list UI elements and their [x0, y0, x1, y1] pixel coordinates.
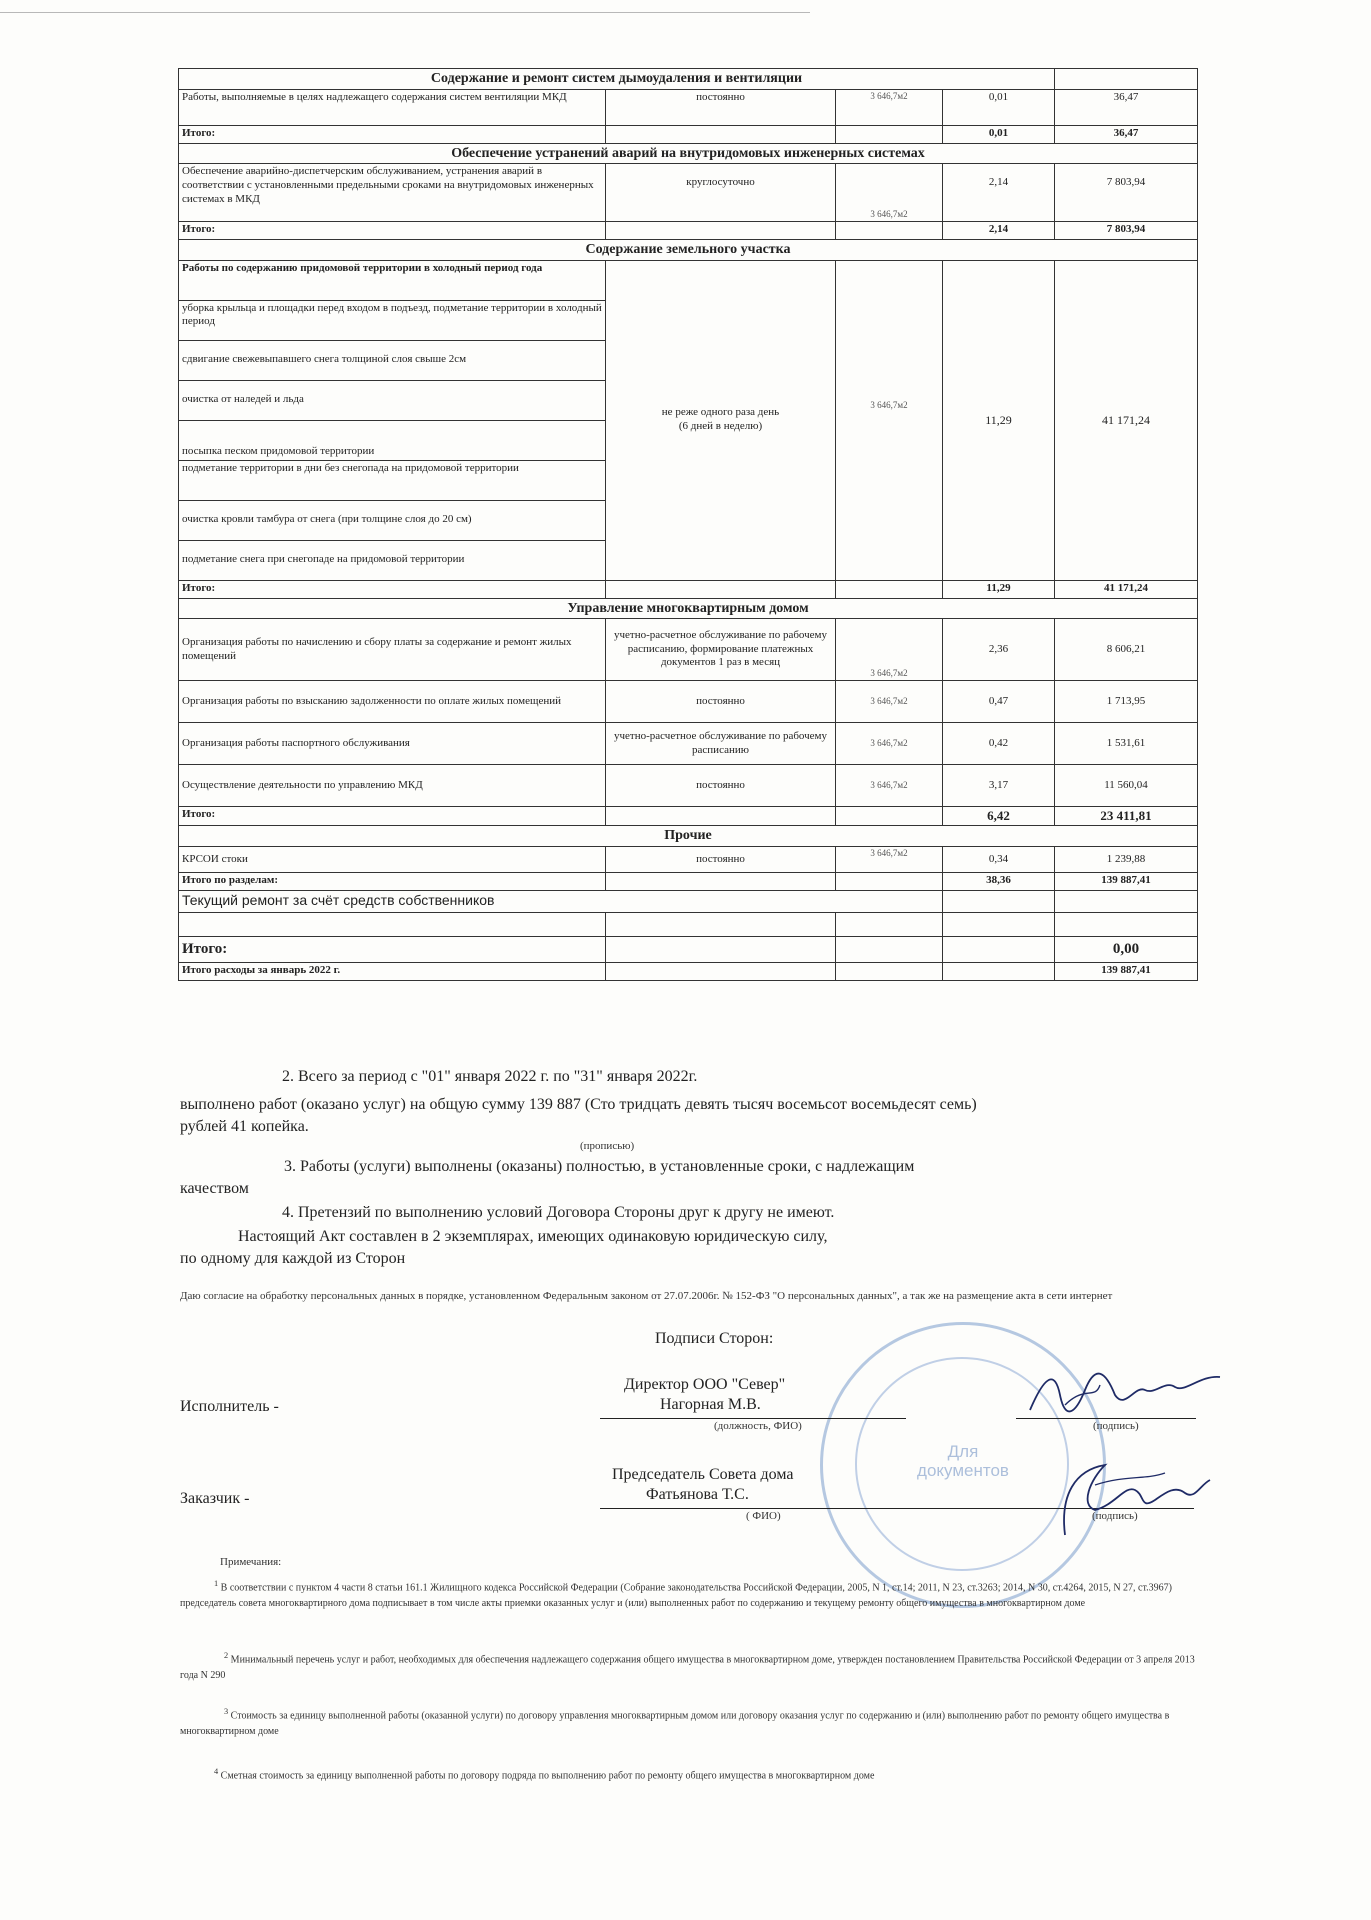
customer-sign-caption: (подпись) [1092, 1510, 1138, 1522]
company-stamp: Для документов [820, 1322, 1106, 1608]
section-header: Управление многоквартирным домом [179, 598, 1198, 619]
table-row: уборка крыльца и площадки перед входом в подъезд, подметание территории в холодный период [179, 300, 1198, 340]
note-3: $^3$ Стоимость за единицу выполненной работы (оказанной услуги) по договору управления многоквартирным домом или договору оказания услуг по содержанию и (или) выполнению работ по ремонту общего имущества в многоквартирном доме [180, 1707, 1170, 1737]
executor-name: Нагорная М.В. [660, 1396, 761, 1413]
executor-sign-caption: (подпись) [1093, 1420, 1139, 1432]
executor-name-line [600, 1418, 906, 1419]
table-row: Обеспечение аварийно-диспетчерским обслуживанием, устранения аварий в соответствии с установленными предельными сроками на внутридомовых инженерных системах в МКД круглосуточно 3 646,7м2 2,14 7 803,94 [179, 164, 1198, 222]
section-total-row: Итого: 11,29 41 171,24 [179, 580, 1198, 598]
customer-caption: ( ФИО) [746, 1510, 781, 1522]
section-header: Содержание и ремонт систем дымоудаления и вентиляции [179, 69, 1198, 90]
section-total-row: Итого: 2,14 7 803,94 [179, 222, 1198, 240]
executor-signature [1025, 1365, 1225, 1425]
paragraph-5: Настоящий Акт составлен в 2 экземплярах, имеющих одинаковую юридическую силу, [238, 1228, 828, 1245]
executor-caption: (должность, ФИО) [714, 1420, 802, 1432]
note-2: $^2$ Минимальный перечень услуг и работ, необходимых для обеспечения надлежащего содержания общего имущества в многоквартирном доме, утвержден постановлением Правительства Российской Федерации от 3 апреля 2013 года N 290 [180, 1651, 1195, 1681]
paragraph-4: 4. Претензий по выполнению условий Договора Стороны друг к другу не имеют. [282, 1204, 835, 1221]
notes-title: Примечания: [220, 1556, 282, 1568]
customer-position: Председатель Совета дома [612, 1466, 794, 1483]
section-header: Обеспечение устранений аварий на внутридомовых инженерных системах [179, 143, 1198, 164]
table-row: Работы по содержанию придомовой территории в холодный период года не реже одного раза день (6 дней в неделю) 3 646,7м2 11,29 41 171,24 [179, 260, 1198, 300]
consent-text: Даю согласие на обработку персональных данных в порядке, установленном Федеральным законом от 27.07.2006г. № 152-ФЗ "О персональных данных", а так же на размещение акта в сети интернет [180, 1290, 1113, 1302]
paragraph-3: 3. Работы (услуги) выполнены (оказаны) полностью, в установленные сроки, с надлежащим [284, 1158, 915, 1175]
section-header: Содержание земельного участка [179, 240, 1198, 261]
table-row: очистка от наледей и льда [179, 380, 1198, 420]
table-row: посыпка песком придомовой территории [179, 420, 1198, 460]
paragraph-2: 2. Всего за период с "01" января 2022 г. по "31" января 2022г. [282, 1068, 698, 1085]
repair-empty-row [179, 913, 1198, 937]
paragraph-2-sum: выполнено работ (оказано услуг) на общую сумму 139 887 (Сто тридцать девять тысяч восемьсот восемьдесят семь) [180, 1096, 977, 1113]
table-row: Организация работы по начислению и сбору платы за содержание и ремонт жилых помещений учетно-расчетное обслуживание по рабочему расписанию, формирование платежных документов 1 раз в месяц 3 646,7м2 2,36 8 606,21 [179, 619, 1198, 681]
note-1: $^1$ В соответствии с пунктом 4 части 8 статьи 161.1 Жилищного кодекса Российской Федерации (Собрание законодательства Российской Федерации, 2005, N 1, ст.14; 2011, N 23, ст.3263; 2014, N 30, ст.4264, 2015, N 27, ст.3967) председатель совета многоквартирного дома подписывает в том числе акты приемки оказанных услуг и (или) выполненных работ по содержанию и текущему ремонту общего имущества в многоквартирном доме [180, 1579, 1172, 1609]
table-row: КРСОИ стоки постоянно 3 646,7м2 0,34 1 239,88 [179, 847, 1198, 873]
propis-caption: (прописью) [580, 1140, 635, 1152]
section-total-row: Итого: 6,42 23 411,81 [179, 807, 1198, 826]
section-total-row: Итого: 0,01 36,47 [179, 125, 1198, 143]
paragraph-5-cont: по одному для каждой из Сторон [180, 1250, 406, 1267]
top-rule [0, 12, 810, 13]
customer-label: Заказчик - [180, 1490, 250, 1507]
table-row: очистка кровли тамбура от снега (при толщине слоя до 20 см) [179, 500, 1198, 540]
table-row: Организация работы паспортного обслуживания учетно-расчетное обслуживание по рабочему расписанию 3 646,7м2 0,42 1 531,61 [179, 723, 1198, 765]
services-table [178, 68, 1198, 981]
section-header: Прочие [179, 826, 1198, 847]
table-row: подметание территории в дни без снегопада на придомовой территории [179, 460, 1198, 500]
signatures-title: Подписи Сторон: [655, 1330, 774, 1347]
grand-total-row: Итого расходы за январь 2022 г. 139 887,41 [179, 963, 1198, 981]
table-row: Работы, выполняемые в целях надлежащего содержания систем вентиляции МКД постоянно 3 646,7м2 0,01 36,47 [179, 89, 1198, 125]
note-4: $^4$ Сметная стоимость за единицу выполненной работы по договору подряда по выполнению работ по ремонту общего имущества в многоквартирном доме [214, 1767, 875, 1782]
repair-total-row: Итого: 0,00 [179, 937, 1198, 963]
table-row: подметание снега при снегопаде на придомовой территории [179, 540, 1198, 580]
customer-signature [1035, 1455, 1215, 1545]
paragraph-3-cont: качеством [180, 1180, 249, 1197]
paragraph-2-kopecks: рублей 41 копейка. [180, 1118, 309, 1135]
executor-position: Директор ООО "Север" [624, 1376, 786, 1393]
table-row: сдвигание свежевыпавшего снега толщиной слоя свыше 2см [179, 340, 1198, 380]
customer-name: Фатьянова Т.С. [646, 1486, 749, 1503]
table-row: Организация работы по взысканию задолженности по оплате жилых помещений постоянно 3 646,7м2 0,47 1 713,95 [179, 681, 1198, 723]
table-row: Осуществление деятельности по управлению МКД постоянно 3 646,7м2 3,17 11 560,04 [179, 765, 1198, 807]
executor-label: Исполнитель - [180, 1398, 279, 1415]
repair-title-row: Текущий ремонт за счёт средств собственников [179, 891, 1198, 913]
total-by-sections-row: Итого по разделам: 38,36 139 887,41 [179, 873, 1198, 891]
